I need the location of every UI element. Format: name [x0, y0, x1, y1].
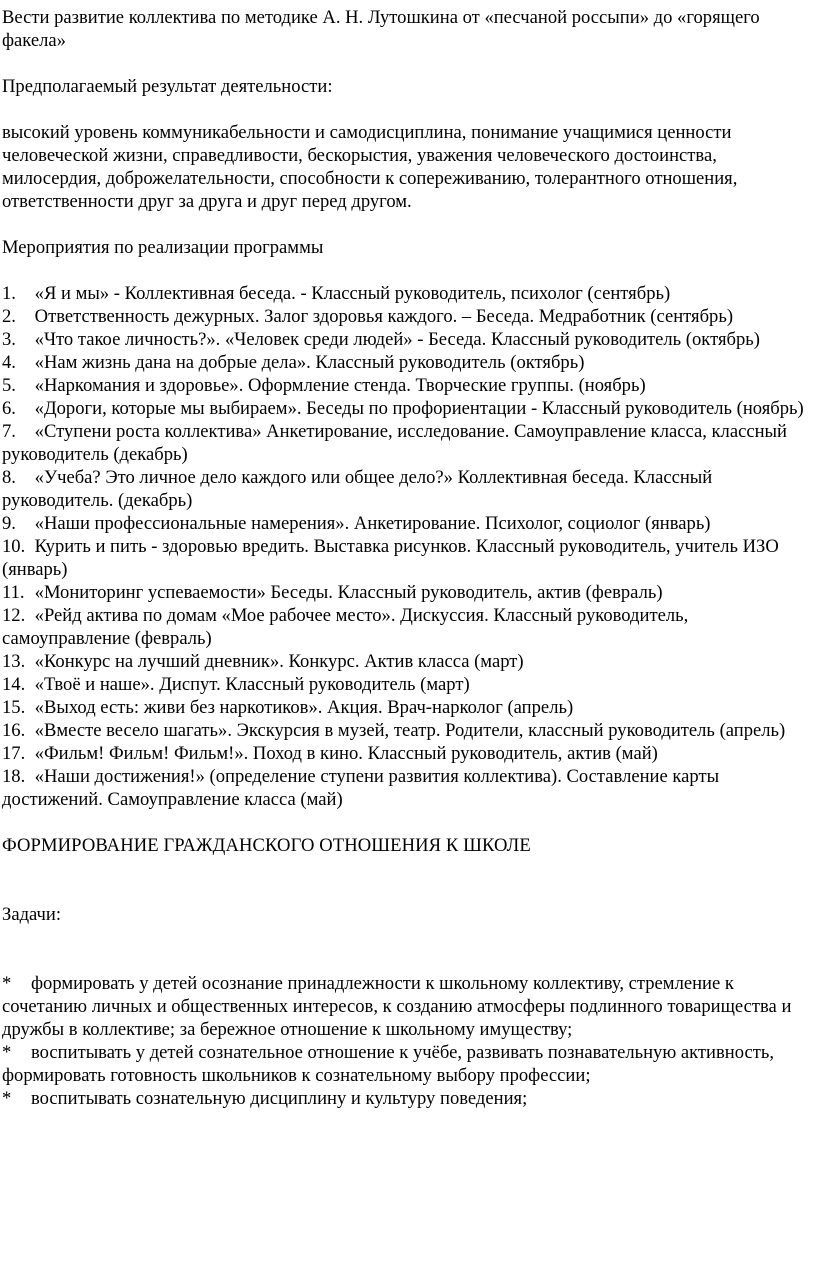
intro-paragraph: Вести развитие коллектива по методике А. Н. Лутошкина от «песчаной россыпи» до «горящего факела» [2, 7, 760, 51]
events-heading: Мероприятия по реализации программы [2, 237, 324, 258]
item-text: «Учеба? Это личное дело каждого или общее дело?» Коллективная беседа. Классный руководитель. (декабрь) [2, 467, 713, 511]
tasks-list [2, 972, 812, 1110]
list-item [2, 466, 812, 512]
item-text: «Рейд актива по домам «Мое рабочее место». Дискуссия. Классный руководитель, самоуправление (февраль) [2, 605, 689, 649]
item-text: «Ступени роста коллектива» Анкетирование, исследование. Самоуправление класса, классный руководитель (декабрь) [2, 421, 787, 465]
events-list [2, 282, 812, 811]
list-item [2, 420, 812, 466]
item-text: «Вместе весело шагать». Экскурсия в музей, театр. Родители, классный руководитель (апрель) [34, 720, 786, 741]
tasks-heading: Задачи: [2, 904, 62, 925]
item-number: 16. [2, 720, 26, 741]
item-text: «Твоё и наше». Диспут. Классный руководитель (март) [34, 674, 470, 695]
item-number: 15. [2, 697, 26, 718]
list-item [2, 765, 812, 811]
spacer [2, 259, 812, 282]
list-item [2, 328, 812, 351]
item-text: «Фильм! Фильм! Фильм!». Поход в кино. Классный руководитель, актив (май) [34, 743, 658, 764]
list-item [2, 351, 812, 374]
item-number: 2. [2, 306, 16, 327]
list-item [2, 397, 812, 420]
item-number: 17. [2, 743, 26, 764]
list-item [2, 1087, 812, 1110]
item-number: 4. [2, 352, 16, 373]
item-number: 14. [2, 674, 26, 695]
list-item [2, 512, 812, 535]
list-item [2, 374, 812, 397]
item-number: 7. [2, 421, 16, 442]
item-number: 8. [2, 467, 16, 488]
item-number: 9. [2, 513, 16, 534]
item-number: 6. [2, 398, 16, 419]
item-text: Курить и пить - здоровью вредить. Выставка рисунков. Классный руководитель, учитель ИЗО (январь) [2, 536, 779, 580]
item-text: воспитывать у детей сознательное отношение к учёбе, развивать познавательную активность, формировать готовность школьников к сознательному выбору профессии; [2, 1042, 774, 1086]
list-item [2, 673, 812, 696]
item-text: «Что такое личность?». «Человек среди людей» - Беседа. Классный руководитель (октябрь) [34, 329, 760, 350]
result-text: высокий уровень коммуникабельности и самодисциплина, понимание учащимися ценности человеческой жизни, справедливости, бескорыстия, уважения человеческого достоинства, милосердия, доброжелательности, способности к сопереживанию, толерантного отношения, ответственности друг за друга и друг перед другом. [2, 122, 738, 212]
list-item [2, 282, 812, 305]
list-item [2, 650, 812, 673]
bullet-mark: * [2, 1042, 12, 1063]
section-heading: ФОРМИРОВАНИЕ ГРАЖДАНСКОГО ОТНОШЕНИЯ К ШКОЛЕ [2, 835, 531, 856]
list-item [2, 1041, 812, 1087]
item-text: формировать у детей осознание принадлежности к школьному коллективу, стремление к сочетанию личных и общественных интересов, к созданию атмосферы подлинного товарищества и дружбы в коллективе; за бережное отношение к школьному имуществу; [2, 973, 792, 1040]
item-text: «Дороги, которые мы выбираем». Беседы по профориентации - Классный руководитель (ноябрь) [34, 398, 804, 419]
item-text: Ответственность дежурных. Залог здоровья каждого. – Беседа. Медработник (сентябрь) [34, 306, 734, 327]
item-text: «Нам жизнь дана на добрые дела». Классный руководитель (октябрь) [34, 352, 585, 373]
bullet-mark: * [2, 973, 12, 994]
list-item [2, 535, 812, 581]
item-number: 13. [2, 651, 26, 672]
item-text: воспитывать сознательную дисциплину и культуру поведения; [31, 1088, 528, 1109]
spacer [2, 926, 812, 972]
item-text: «Конкурс на лучший дневник». Конкурс. Актив класса (март) [34, 651, 524, 672]
list-item [2, 604, 812, 650]
result-heading: Предполагаемый результат деятельности: [2, 76, 333, 97]
item-text: «Наши профессиональные намерения». Анкетирование. Психолог, социолог (январь) [34, 513, 711, 534]
item-text: «Выход есть: живи без наркотиков». Акция. Врач-нарколог (апрель) [34, 697, 574, 718]
bullet-mark: * [2, 1088, 12, 1109]
item-text: «Я и мы» - Коллективная беседа. - Классный руководитель, психолог (сентябрь) [34, 283, 671, 304]
spacer [2, 98, 812, 121]
list-item [2, 305, 812, 328]
item-text: «Мониторинг успеваемости» Беседы. Классный руководитель, актив (февраль) [34, 582, 663, 603]
item-number: 18. [2, 766, 26, 787]
list-item [2, 972, 812, 1041]
item-number: 11. [2, 582, 25, 603]
item-text: «Наши достижения!» (определение ступени развития коллектива). Составление карты достижений. Самоуправление класса (май) [2, 766, 720, 810]
spacer [2, 811, 812, 834]
spacer [2, 213, 812, 236]
item-number: 10. [2, 536, 26, 557]
item-number: 12. [2, 605, 26, 626]
item-number: 5. [2, 375, 16, 396]
list-item [2, 719, 812, 742]
item-text: «Наркомания и здоровье». Оформление стенда. Творческие группы. (ноябрь) [34, 375, 646, 396]
list-item [2, 742, 812, 765]
item-number: 1. [2, 283, 16, 304]
spacer [2, 857, 812, 903]
item-number: 3. [2, 329, 16, 350]
spacer [2, 52, 812, 75]
list-item [2, 696, 812, 719]
list-item [2, 581, 812, 604]
